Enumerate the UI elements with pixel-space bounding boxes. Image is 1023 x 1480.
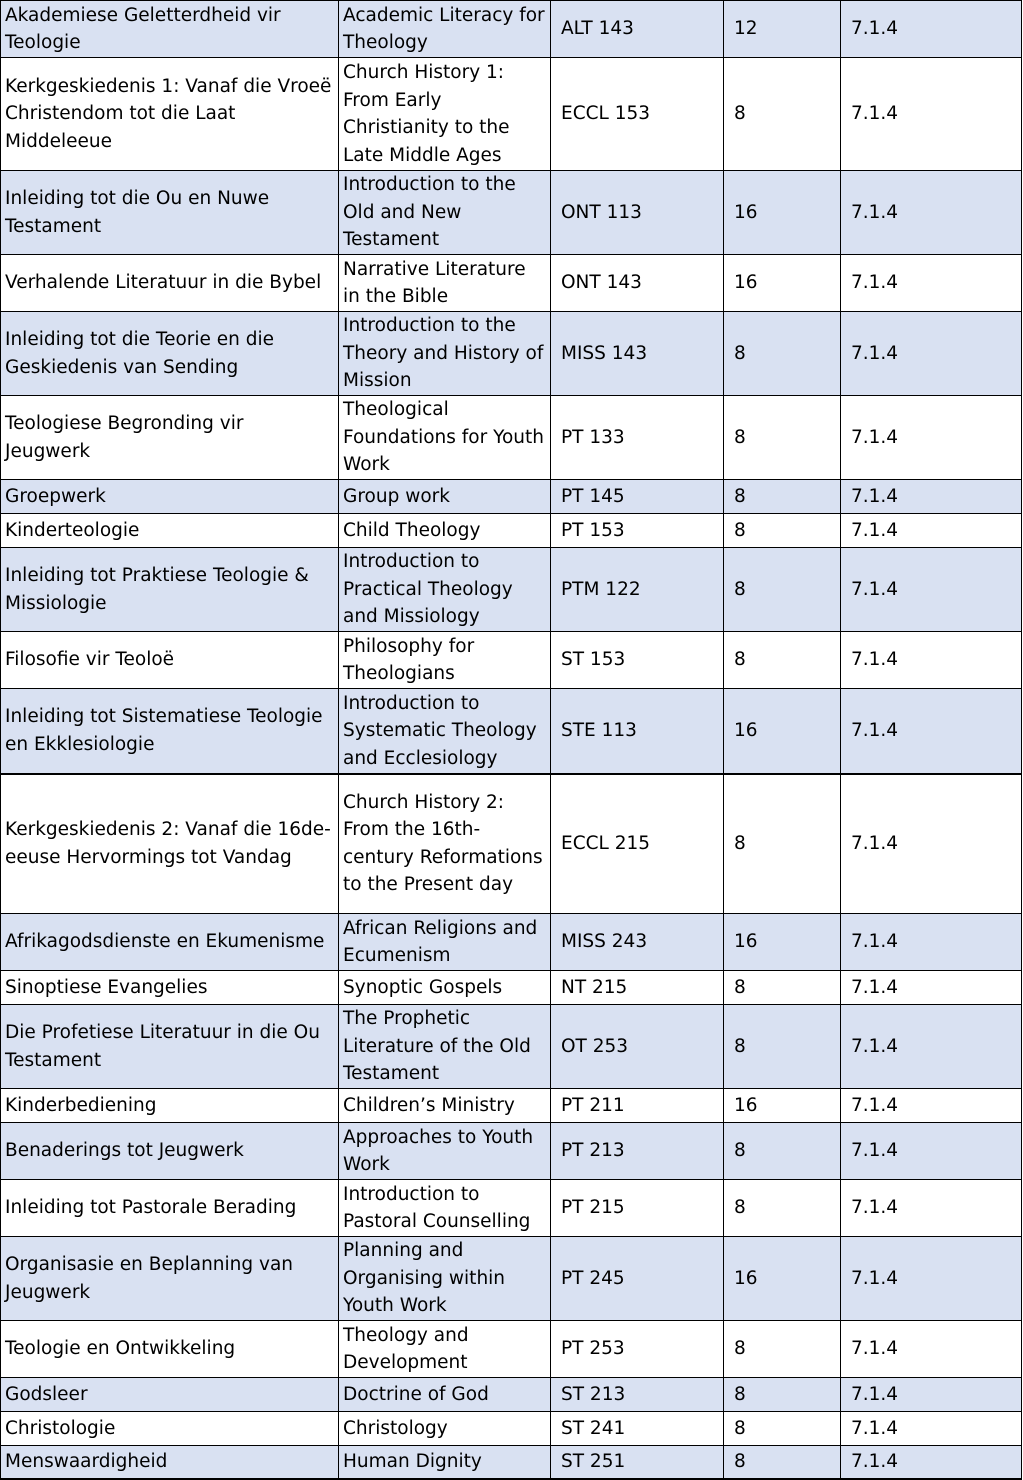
english-module-name: Introduction to the Old and New Testament [339, 171, 551, 255]
table-row [1, 1005, 1022, 1089]
table-row [1, 312, 1022, 396]
module-reference: 7.1.4 [841, 774, 1022, 914]
module-code: PT 133 [551, 396, 724, 480]
english-module-name: Group work [339, 480, 551, 514]
module-credits: 8 [724, 1321, 841, 1378]
afrikaans-module-name: Inleiding tot Pastorale Berading [1, 1180, 339, 1237]
module-reference: 7.1.4 [841, 255, 1022, 312]
module-credits: 8 [724, 480, 841, 514]
module-credits: 8 [724, 1412, 841, 1446]
english-module-name: Theology and Development [339, 1321, 551, 1378]
afrikaans-module-name: Afrikagodsdienste en Ekumenisme [1, 914, 339, 971]
table-row [1, 971, 1022, 1005]
module-reference: 7.1.4 [841, 171, 1022, 255]
module-credits: 8 [724, 312, 841, 396]
english-module-name: Doctrine of God [339, 1378, 551, 1412]
english-module-name: Church History 2: From the 16th-century Reformations to the Present day [339, 774, 551, 914]
module-code: PT 213 [551, 1123, 724, 1180]
afrikaans-module-name: Menswaardigheid [1, 1446, 339, 1479]
table-row [1, 689, 1022, 774]
module-credits: 8 [724, 58, 841, 171]
table-row [1, 632, 1022, 689]
afrikaans-module-name: Verhalende Literatuur in die Bybel [1, 255, 339, 312]
afrikaans-module-name: Organisasie en Beplanning van Jeugwerk [1, 1237, 339, 1321]
afrikaans-module-name: Inleiding tot die Teorie en die Geskiedenis van Sending [1, 312, 339, 396]
module-reference: 7.1.4 [841, 1089, 1022, 1123]
module-code: PT 215 [551, 1180, 724, 1237]
module-reference: 7.1.4 [841, 1180, 1022, 1237]
english-module-name: African Religions and Ecumenism [339, 914, 551, 971]
english-module-name: Introduction to Systematic Theology and Ecclesiology [339, 689, 551, 774]
module-reference: 7.1.4 [841, 1237, 1022, 1321]
module-code: OT 253 [551, 1005, 724, 1089]
module-credits: 12 [724, 1, 841, 58]
english-module-name: Church History 1: From Early Christianity to the Late Middle Ages [339, 58, 551, 171]
afrikaans-module-name: Akademiese Geletterdheid vir Teologie [1, 1, 339, 58]
module-code: PT 245 [551, 1237, 724, 1321]
module-credits: 16 [724, 255, 841, 312]
afrikaans-module-name: Kerkgeskiedenis 1: Vanaf die Vroeë Christendom tot die Laat Middeleeue [1, 58, 339, 171]
table-row [1, 1412, 1022, 1446]
module-code: NT 215 [551, 971, 724, 1005]
module-code: ALT 143 [551, 1, 724, 58]
afrikaans-module-name: Kerkgeskiedenis 2: Vanaf die 16de-eeuse Hervormings tot Vandag [1, 774, 339, 914]
module-credits: 8 [724, 1446, 841, 1479]
module-credits: 8 [724, 548, 841, 632]
module-reference: 7.1.4 [841, 1005, 1022, 1089]
table-row [1, 1123, 1022, 1180]
afrikaans-module-name: Inleiding tot Sistematiese Teologie en Ekklesiologie [1, 689, 339, 774]
module-code: PT 153 [551, 514, 724, 548]
module-code: ECCL 153 [551, 58, 724, 171]
table-row [1, 1237, 1022, 1321]
afrikaans-module-name: Filosofie vir Teoloë [1, 632, 339, 689]
afrikaans-module-name: Sinoptiese Evangelies [1, 971, 339, 1005]
table-row [1, 774, 1022, 914]
afrikaans-module-name: Groepwerk [1, 480, 339, 514]
module-reference: 7.1.4 [841, 1412, 1022, 1446]
table-row [1, 514, 1022, 548]
module-reference: 7.1.4 [841, 312, 1022, 396]
table-row [1, 58, 1022, 171]
modules-table-body [1, 1, 1022, 1479]
english-module-name: The Prophetic Literature of the Old Testament [339, 1005, 551, 1089]
afrikaans-module-name: Inleiding tot Praktiese Teologie & Missiologie [1, 548, 339, 632]
english-module-name: Synoptic Gospels [339, 971, 551, 1005]
table-row [1, 1180, 1022, 1237]
module-code: ST 251 [551, 1446, 724, 1479]
module-reference: 7.1.4 [841, 548, 1022, 632]
table-row [1, 171, 1022, 255]
module-reference: 7.1.4 [841, 1, 1022, 58]
module-reference: 7.1.4 [841, 1446, 1022, 1479]
module-code: STE 113 [551, 689, 724, 774]
module-reference: 7.1.4 [841, 1123, 1022, 1180]
module-reference: 7.1.4 [841, 396, 1022, 480]
table-row [1, 1, 1022, 58]
module-code: MISS 243 [551, 914, 724, 971]
module-reference: 7.1.4 [841, 1321, 1022, 1378]
module-code: PT 145 [551, 480, 724, 514]
afrikaans-module-name: Kinderbediening [1, 1089, 339, 1123]
module-credits: 8 [724, 1378, 841, 1412]
afrikaans-module-name: Benaderings tot Jeugwerk [1, 1123, 339, 1180]
module-code: MISS 143 [551, 312, 724, 396]
english-module-name: Child Theology [339, 514, 551, 548]
module-credits: 8 [724, 1005, 841, 1089]
module-reference: 7.1.4 [841, 971, 1022, 1005]
module-credits: 8 [724, 774, 841, 914]
afrikaans-module-name: Godsleer [1, 1378, 339, 1412]
table-row [1, 914, 1022, 971]
module-reference: 7.1.4 [841, 914, 1022, 971]
afrikaans-module-name: Teologiese Begronding vir Jeugwerk [1, 396, 339, 480]
afrikaans-module-name: Christologie [1, 1412, 339, 1446]
afrikaans-module-name: Kinderteologie [1, 514, 339, 548]
module-code: PT 253 [551, 1321, 724, 1378]
afrikaans-module-name: Teologie en Ontwikkeling [1, 1321, 339, 1378]
module-code: ST 153 [551, 632, 724, 689]
english-module-name: Philosophy for Theologians [339, 632, 551, 689]
afrikaans-module-name: Die Profetiese Literatuur in die Ou Testament [1, 1005, 339, 1089]
module-reference: 7.1.4 [841, 1378, 1022, 1412]
table-row [1, 1378, 1022, 1412]
module-code: PTM 122 [551, 548, 724, 632]
module-credits: 8 [724, 1180, 841, 1237]
english-module-name: Theological Foundations for Youth Work [339, 396, 551, 480]
english-module-name: Narrative Literature in the Bible [339, 255, 551, 312]
english-module-name: Christology [339, 1412, 551, 1446]
table-row [1, 1321, 1022, 1378]
module-code: PT 211 [551, 1089, 724, 1123]
module-reference: 7.1.4 [841, 58, 1022, 171]
module-reference: 7.1.4 [841, 480, 1022, 514]
table-row [1, 480, 1022, 514]
module-credits: 8 [724, 514, 841, 548]
module-code: ECCL 215 [551, 774, 724, 914]
english-module-name: Human Dignity [339, 1446, 551, 1479]
table-row [1, 548, 1022, 632]
module-credits: 16 [724, 171, 841, 255]
module-code: ONT 143 [551, 255, 724, 312]
module-code: ST 241 [551, 1412, 724, 1446]
module-credits: 8 [724, 971, 841, 1005]
module-credits: 8 [724, 396, 841, 480]
module-credits: 8 [724, 632, 841, 689]
english-module-name: Introduction to Practical Theology and Missiology [339, 548, 551, 632]
english-module-name: Approaches to Youth Work [339, 1123, 551, 1180]
module-credits: 8 [724, 1123, 841, 1180]
table-row [1, 396, 1022, 480]
module-reference: 7.1.4 [841, 689, 1022, 774]
module-credits: 16 [724, 1089, 841, 1123]
english-module-name: Introduction to the Theory and History of Mission [339, 312, 551, 396]
afrikaans-module-name: Inleiding tot die Ou en Nuwe Testament [1, 171, 339, 255]
english-module-name: Academic Literacy for Theology [339, 1, 551, 58]
module-credits: 16 [724, 914, 841, 971]
module-credits: 16 [724, 1237, 841, 1321]
module-code: ONT 113 [551, 171, 724, 255]
module-reference: 7.1.4 [841, 514, 1022, 548]
module-code: ST 213 [551, 1378, 724, 1412]
table-row [1, 1089, 1022, 1123]
english-module-name: Planning and Organising within Youth Work [339, 1237, 551, 1321]
module-reference: 7.1.4 [841, 632, 1022, 689]
english-module-name: Children’s Ministry [339, 1089, 551, 1123]
english-module-name: Introduction to Pastoral Counselling [339, 1180, 551, 1237]
table-row [1, 255, 1022, 312]
module-credits: 16 [724, 689, 841, 774]
